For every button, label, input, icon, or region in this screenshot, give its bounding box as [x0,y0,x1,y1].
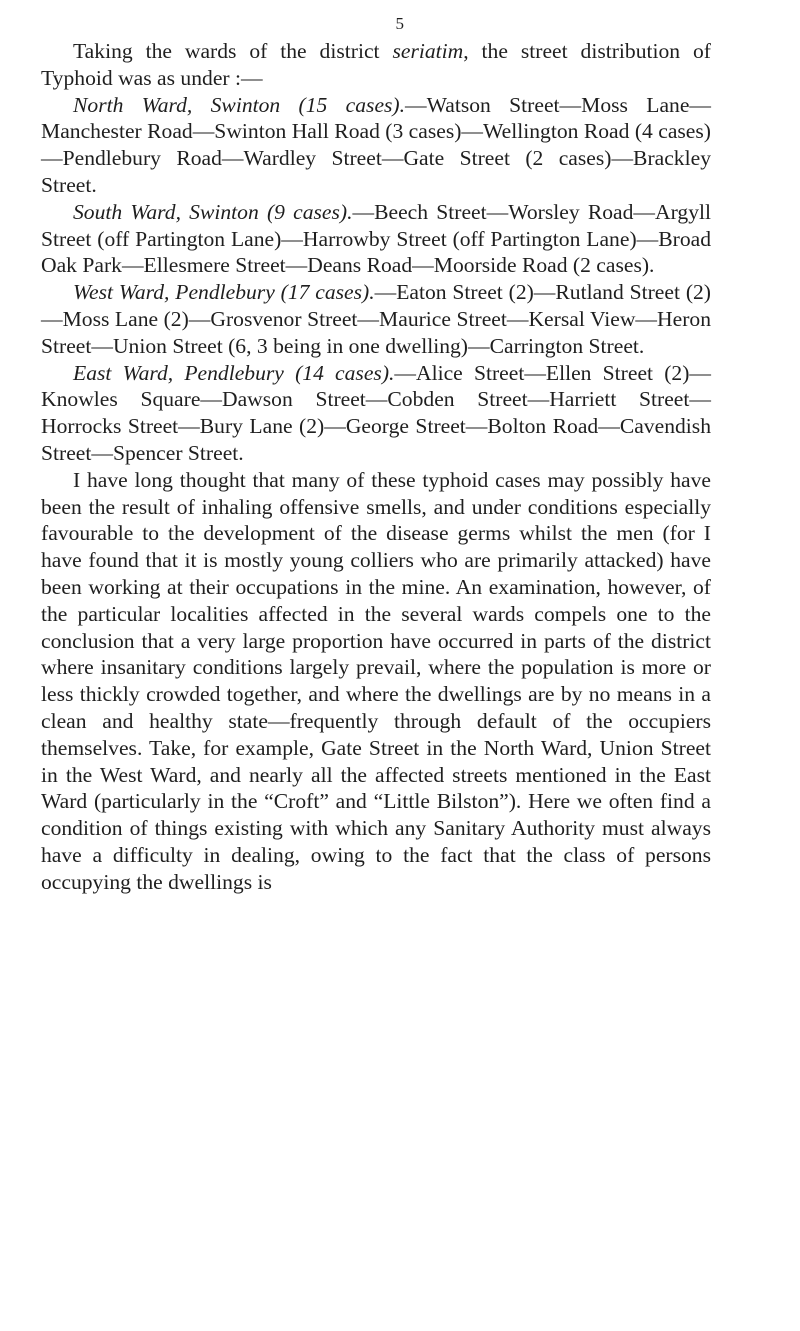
page-number: 5 [395,14,405,33]
ward-paragraph-north [41,92,711,199]
ward-streets-west: —Eaton Street (2)—Rutland Street (2)—Moss Lane (2)—Grosvenor Street—Maurice Street—Kersal View—Heron Street—Union Street (6, 3 being in one dwelling)—Carrington Street. [41,280,711,358]
ward-label-east: East Ward, Pendlebury (14 cases). [73,360,395,385]
ward-streets-east: —Alice Street—Ellen Street (2)—Knowles Square—Dawson Street—Cobden Street—Harriett Street—Horrocks Street—Bury Lane (2)—George Street—Bolton Road—Cavendish Street—Spencer Street. [41,360,711,465]
ward-paragraph-west [41,279,711,359]
closing-paragraph: I have long thought that many of these typhoid cases may possibly have been the result of inhaling offensive smells, and under conditions especially favourable to the development of the disease germs whilst the men (for I have found that it is mostly young colliers who are primarily attacked) have been working at their occupations in the mine. An examination, however, of the particular localities affected in the several wards compels one to the conclusion that a very large proportion have occurred in parts of the district where insanitary conditions largely prevail, where the population is more or less thickly crowded together, and where the dwellings are by no means in a clean and healthy state—frequently through default of the occupiers themselves. Take, for example, Gate Street in the North Ward, Union Street in the West Ward, and nearly all the affected streets mentioned in the East Ward (particularly in the “Croft” and “Little Bilston”). Here we often find a condition of things existing with which any Sanitary Authority must always have a difficulty in dealing, owing to the fact that the class of persons occupying the dwellings is [41,467,711,894]
ward-paragraph-east [41,360,711,467]
ward-label-south: South Ward, Swinton (9 cases). [73,199,353,224]
body-text [41,38,711,896]
intro-text-start: Taking the wards of the district [73,39,393,63]
intro-italic-term: seriatim [392,39,464,63]
intro-text-end: , the street distribution of Typhoid was as under :— [41,39,712,90]
intro-paragraph [41,38,711,92]
ward-streets-north: —Watson Street—Moss Lane—Manchester Road—Swinton Hall Road (3 cases)—Wellington Road (4 cases)—Pendlebury Road—Wardley Street—Gate Street (2 cases)—Brackley Street. [41,92,711,197]
ward-streets-south: —Beech Street—Worsley Road—Argyll Street (off Partington Lane)—Harrowby Street (off Partington Lane)—Broad Oak Park—Ellesmere Street—Deans Road—Moorside Road (2 cases). [41,199,711,278]
ward-label-north: North Ward, Swinton (15 cases). [73,92,406,117]
ward-paragraph-south [41,199,711,279]
ward-label-west: West Ward, Pendlebury (17 cases). [73,280,375,305]
